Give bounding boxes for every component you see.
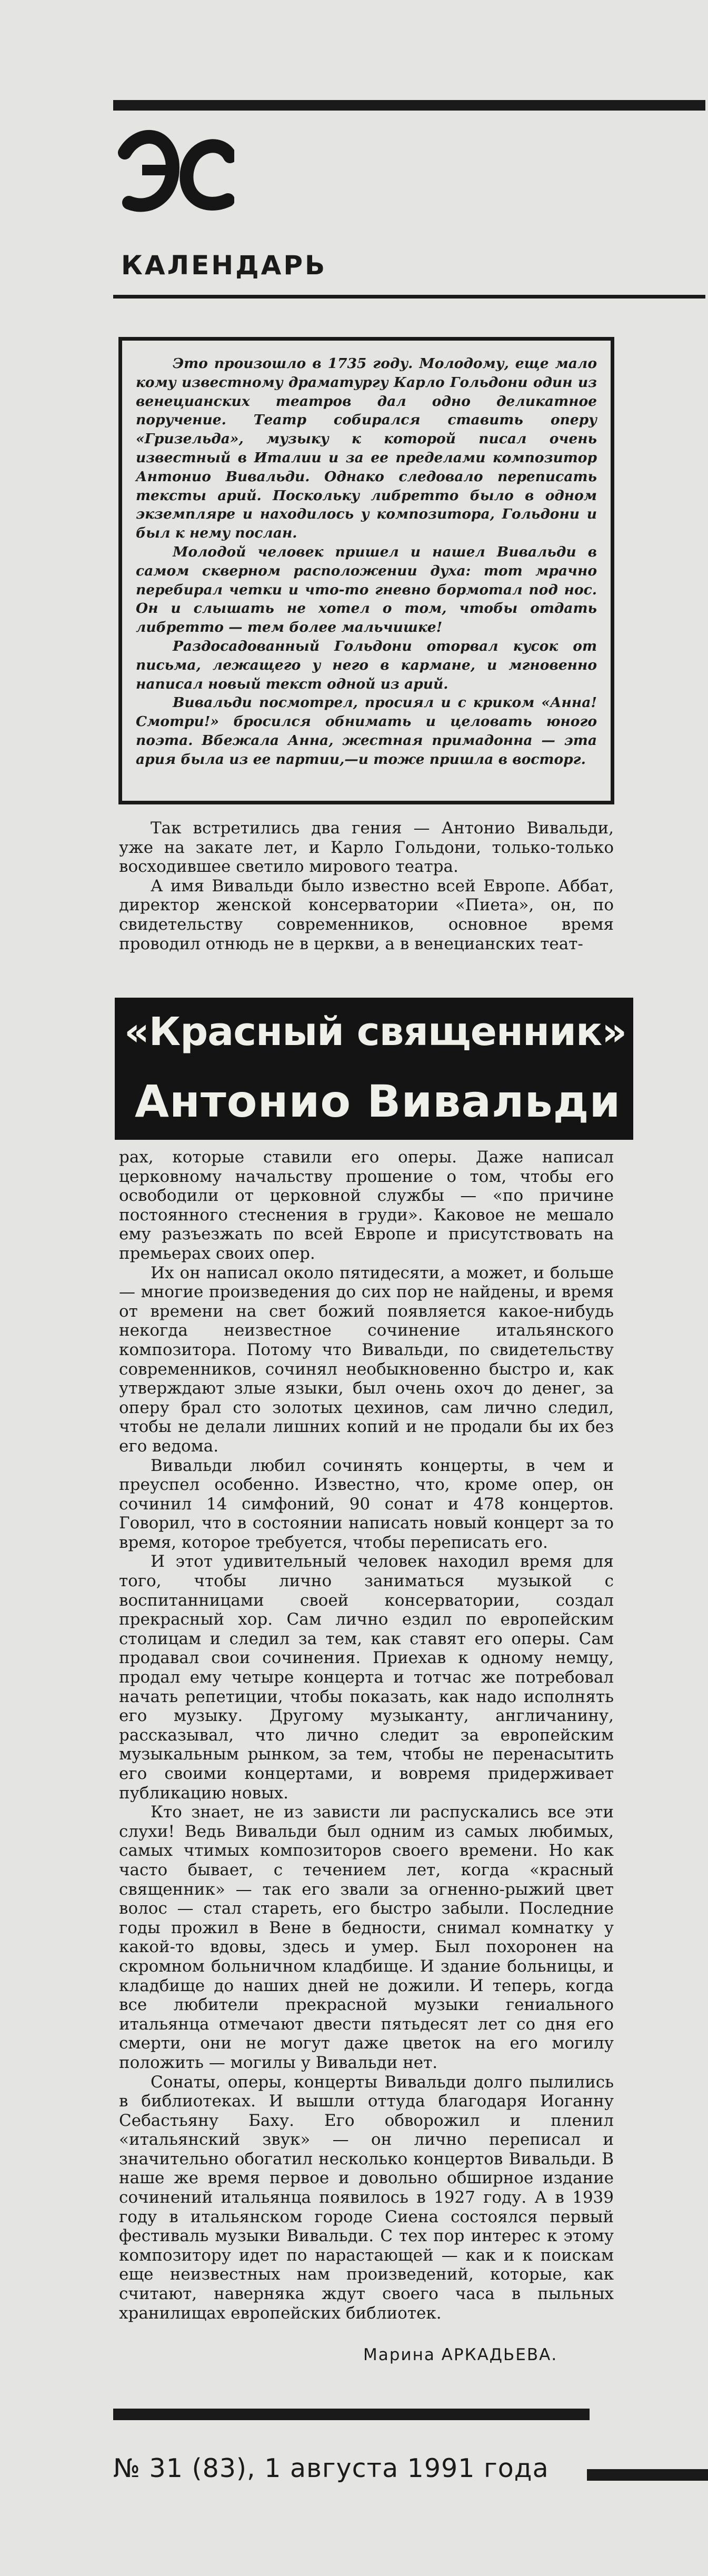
headline-line-1: «Красный священник»: [124, 1009, 627, 1055]
body-text: [119, 1148, 614, 2323]
intro-paragraph: Раздосадованный Гольдони оторвал кусок от письма, лежащего у него в кармане, и мгновенно написал новый текст одной из арий.: [136, 638, 597, 692]
title-rule: [113, 295, 705, 299]
author-signature: Марина АРКАДЬЕВА.: [363, 2345, 558, 2364]
issue-date: № 31 (83), 1 августа 1991 года: [113, 2453, 549, 2483]
intro-box: [118, 337, 614, 804]
body-paragraph: рах, которые ставили его оперы. Даже написал церковному начальству прошение о том, чтобы его освободили от церковной службы — «по причине постоянного стеснения в груди». Каковое не мешало ему разъезжать по всей Европе и присутствовать на премьерах своих опер.: [119, 1148, 614, 1263]
body-paragraph: Их он написал около пятидесяти, а может, и больше — многие произведения до сих пор не найдены, и время от времени на свет божий появляется какое-нибудь некогда неизвестное сочинение итальянского композитора. Потому что Вивальди, по свидетельству современников, сочинял необыкновенно быстро и, как утверждают злые языки, был очень охоч до денег, за оперу брал сто золотых цехинов, сам лично следил, чтобы не делали лишних копий и не продали бы их без его ведома.: [119, 1263, 614, 1456]
ec-logo: [113, 129, 234, 218]
body-paragraph: Вивальди любил сочинять концерты, в чем и преуспел особенно. Известно, что, кроме опер, он сочинил 14 симфоний, 90 сонат и 478 концертов. Говорил, что в состоянии написать новый концерт за то время, которое требуется, чтобы переписать его.: [119, 1456, 614, 1552]
body-paragraph: Сонаты, оперы, концерты Вивальди долго пылились в библиотеках. И вышли оттуда благодаря Иоганну Себастьяну Баху. Его обворожил и пленил «итальянский звук» — он лично переписал и значительно обогатил несколько концертов Вивальди. В наше же время первое и довольно обширное издание сочинений итальянца появилось в 1927 году. А в 1939 году в итальянском городе Сиена состоялся первый фестиваль музыки Вивальди. С тех пор интерес к этому композитору идет по нарастающей — как и к поискам еще неизвестных нам произведений, которые, как считают, наверняка ждут своего часа в пыльных хранилищах европейских библиотек.: [119, 2072, 614, 2323]
headline-box: [115, 998, 633, 1140]
lead-paragraph: Так встретились два гения — Антонио Вивальди, уже на закате лет, и Карло Гольдони, только-только восходившее светило мирового театра.: [119, 819, 614, 877]
section-title: КАЛЕНДАРЬ: [121, 250, 327, 281]
headline-line-2: Антонио Вивальди: [135, 1076, 621, 1127]
intro-paragraph: Это произошло в 1735 году. Молодому, еще мало кому известному драматургу Карло Гольдони один из венецианских театров дал одно деликатное поручение. Театр собирался ставить оперу «Гризельда», музыку к которой писал очень известный в Италии и за ее пределами композитор Антонио Вивальди. Однако следовало переписать тексты арий. Поскольку либретто было в одном экземпляре и находилось у композитора, Гольдони и был к нему послан.: [136, 355, 597, 542]
body-paragraph: И этот удивительный человек находил время для того, чтобы лично заниматься музыкой с воспитанницами своей консерватории, создал прекрасный хор. Сам лично ездил по европейским столицам и следил за тем, как ставят его оперы. Сам продавал свои сочинения. Приехав к одному немцу, продал ему четыре концерта и тотчас же потребовал начать репетиции, чтобы показать, как надо исполнять его музыку. Другому музыканту, англичанину, рассказывал, что лично следит за европейским музыкальным рынком, за тем, чтобы не перенасытить его своими концертами, и вовремя придерживает публикацию новых.: [119, 1552, 614, 1803]
lead-text: [119, 819, 614, 953]
footer-rule: [587, 2469, 708, 2481]
intro-paragraph: Молодой человек пришел и нашел Вивальди в самом скверном расположении духа: тот мрачно перебирал четки и что-то гневно бормотал под нос. Он и слышать не хотел о том, чтобы отдать либретто — тем более мальчишке!: [136, 543, 597, 636]
lead-paragraph: А имя Вивальди было известно всей Европе. Аббат, директор женской консерватории «Пиета», он, по свидетельству современников, основное время проводил отнюдь не в церкви, а в венецианских теат-: [119, 876, 614, 953]
bottom-rule: [113, 2409, 590, 2420]
intro-paragraph: Вивальди посмотрел, просиял и с криком «Анна! Смотри!» бросился обнимать и целовать юного поэта. Вбежала Анна, жестная примадонна — эта ария была из ее партии,—и тоже пришла в восторг.: [136, 694, 597, 768]
body-paragraph: Кто знает, не из зависти ли распускались все эти слухи! Ведь Вивальди был одним из самых любимых, самых чтимых композиторов своего времени. Но как часто бывает, с течением лет, когда «красный священник» — так его звали за огненно-рыжий цвет волос — стал стареть, его быстро забыли. Последние годы прожил в Вене в бедности, снимал комнатку у какой-то вдовы, здесь и умер. Был похоронен на скромном больничном кладбище. И здание больницы, и кладбище до наших дней не дожили. И теперь, когда все любители прекрасной музыки гениального итальянца отмечают двести пятьдесят лет со дня его смерти, они не могут даже цветок на его могилу положить — могилы у Вивальди нет.: [119, 1803, 614, 2072]
top-rule: [113, 100, 705, 111]
